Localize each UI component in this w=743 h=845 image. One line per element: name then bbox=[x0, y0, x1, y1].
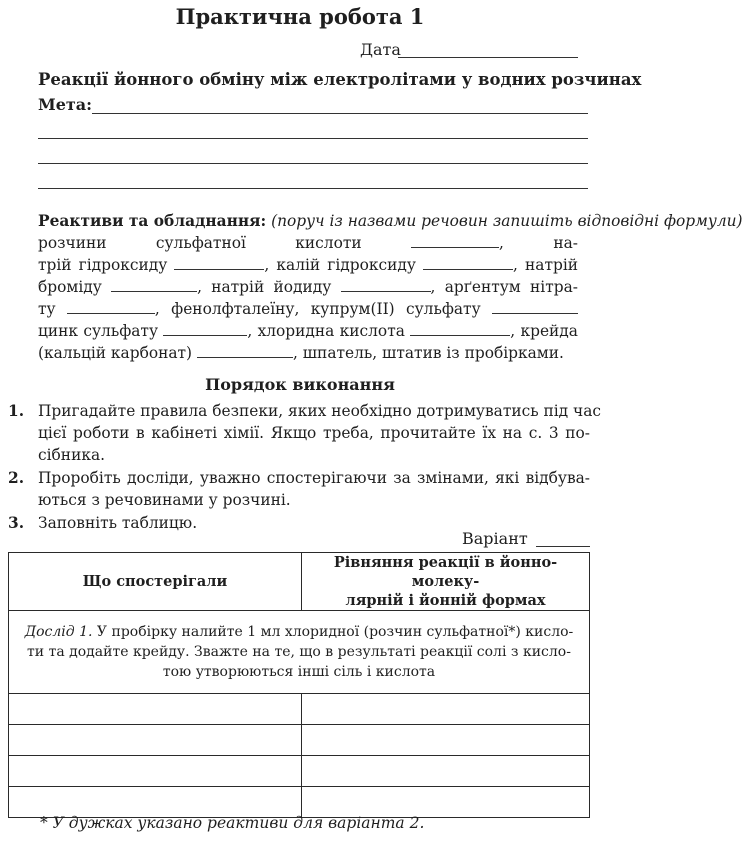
observed-cell[interactable] bbox=[9, 756, 302, 787]
experiment-text: ти та додайте крейду. Зважте на те, що в результаті реакції солі з кисло- bbox=[27, 644, 571, 660]
goal-line-1[interactable] bbox=[92, 113, 588, 114]
step-line: Пригадайте правила безпеки, яких необхідно дотримуватись під час bbox=[38, 402, 602, 420]
formula-blank[interactable] bbox=[492, 299, 578, 314]
reagent-text: ту bbox=[38, 300, 56, 318]
procedure-heading: Порядок виконання bbox=[205, 375, 395, 394]
observation-table bbox=[8, 552, 590, 818]
date-field[interactable] bbox=[398, 57, 578, 58]
reagent-text: , на- bbox=[499, 234, 578, 252]
reagent-text: , крейда bbox=[510, 322, 578, 340]
equation-cell[interactable] bbox=[302, 756, 590, 787]
reagents-row bbox=[38, 298, 578, 320]
reagent-text: (кальцій карбонат) bbox=[38, 344, 193, 362]
goal-label: Мета: bbox=[38, 95, 93, 114]
col-header-equation-line: Рівняння реакції в йонно-молеку- bbox=[333, 554, 558, 590]
formula-blank[interactable] bbox=[163, 321, 247, 336]
reagent-text: , натрій йодиду bbox=[197, 278, 332, 296]
step-line: ються з речовинами у розчині. bbox=[38, 491, 291, 509]
date-label: Дата bbox=[360, 40, 401, 59]
reagent-text: цинк сульфату bbox=[38, 322, 158, 340]
experiment-text: У пробірку налийте 1 мл хлоридної (розчин сульфатної*) кисло- bbox=[92, 624, 574, 640]
procedure-steps bbox=[8, 400, 602, 535]
observed-cell[interactable] bbox=[9, 694, 302, 725]
observed-cell[interactable] bbox=[9, 725, 302, 756]
reagent-text: розчини сульфатної кислоти bbox=[38, 234, 362, 252]
table-row bbox=[9, 725, 590, 756]
reagent-text: , фенолфталеїну, купрум(ІІ) сульфату bbox=[154, 300, 481, 318]
goal-line-4[interactable] bbox=[38, 188, 588, 189]
experiment-text: тою утворюються інші сіль і кислота bbox=[162, 664, 436, 680]
equation-cell[interactable] bbox=[302, 725, 590, 756]
table-header-row bbox=[9, 553, 590, 611]
reagents-row bbox=[38, 320, 578, 342]
reagent-text: трій гідроксиду bbox=[38, 256, 168, 274]
table-row bbox=[9, 756, 590, 787]
formula-blank[interactable] bbox=[197, 343, 293, 358]
reagent-text: , арґентум нітра- bbox=[430, 278, 578, 296]
formula-blank[interactable] bbox=[423, 255, 513, 270]
reagents-note: (поруч із назвами речовин запишіть відповідні формули) bbox=[271, 212, 743, 230]
reagent-text: , шпатель, штатив із пробірками. bbox=[292, 344, 564, 362]
formula-blank[interactable] bbox=[111, 277, 197, 292]
topic-heading: Реакції йонного обміну між електролітами у водних розчинах bbox=[38, 70, 642, 89]
goal-line-3[interactable] bbox=[38, 163, 588, 164]
goal-line-2[interactable] bbox=[38, 138, 588, 139]
formula-blank[interactable] bbox=[174, 255, 264, 270]
table-row bbox=[9, 694, 590, 725]
page-title: Практична робота 1 bbox=[175, 4, 425, 29]
reagents-row bbox=[38, 342, 578, 364]
observed-cell[interactable] bbox=[9, 787, 302, 818]
col-header-equation bbox=[302, 553, 590, 611]
step-item bbox=[8, 400, 602, 466]
reagent-text: , хлоридна кислота bbox=[247, 322, 405, 340]
formula-blank[interactable] bbox=[410, 321, 510, 336]
equation-cell[interactable] bbox=[302, 787, 590, 818]
col-header-equation-line: лярній і йонній формах bbox=[345, 592, 546, 609]
table-row bbox=[9, 787, 590, 818]
variant-field[interactable] bbox=[536, 546, 590, 547]
formula-blank[interactable] bbox=[411, 233, 499, 248]
step-number: 2. bbox=[8, 469, 25, 487]
formula-blank[interactable] bbox=[341, 277, 431, 292]
formula-blank[interactable] bbox=[67, 299, 155, 314]
reagents-row bbox=[38, 232, 578, 254]
step-item bbox=[8, 467, 590, 511]
reagents-row bbox=[38, 254, 578, 276]
footnote: * У дужках указано реактиви для варіанта 2. bbox=[40, 814, 425, 832]
col-header-observed: Що спостерігали bbox=[9, 553, 302, 611]
step-number: 3. bbox=[8, 514, 25, 532]
reagents-row bbox=[38, 210, 743, 232]
experiment-label: Дослід 1. bbox=[24, 624, 93, 640]
step-line: Проробіть досліди, уважно спостерігаючи за змінами, які відбува- bbox=[38, 469, 590, 487]
equation-cell[interactable] bbox=[302, 694, 590, 725]
reagents-row bbox=[38, 276, 578, 298]
reagent-text: , натрій bbox=[513, 256, 578, 274]
step-line: сібника. bbox=[38, 446, 106, 464]
reagent-text: броміду bbox=[38, 278, 102, 296]
reagent-text: , калій гідроксиду bbox=[264, 256, 416, 274]
experiment-description bbox=[9, 611, 590, 694]
reagents-label: Реактиви та обладнання: bbox=[38, 212, 267, 230]
reagents-paragraph bbox=[38, 210, 743, 364]
step-line: Заповніть таблицю. bbox=[38, 514, 198, 532]
step-number: 1. bbox=[8, 402, 25, 420]
experiment-row bbox=[9, 611, 590, 694]
variant-label: Варіант bbox=[462, 529, 528, 548]
step-line: цієї роботи в кабінеті хімії. Якщо треба, прочитайте їх на с. 3 по- bbox=[38, 424, 590, 442]
